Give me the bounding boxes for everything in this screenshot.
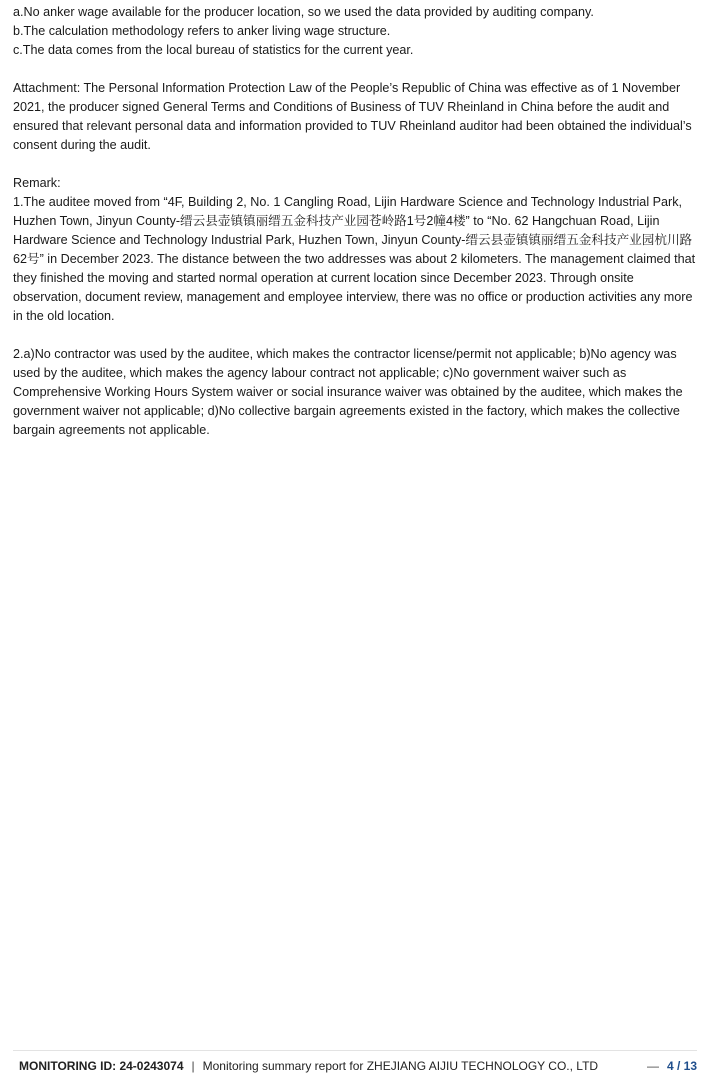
remark-item-2: 2.a)No contractor was used by the auditee, which makes the contractor license/permit not applicable; b)No agency was used by the auditee, which makes the agency labour contract not applicable; c)No government waiver such as Comprehensive Working Hours System waiver or social insurance waiver was obtained by the auditee, which makes the government waiver not applicable; d)No collective bargain agreements existed in the factory, which makes the collective bargain agreements not applicable. bbox=[13, 347, 683, 437]
report-description: Monitoring summary report for ZHEJIANG AIJIU TECHNOLOGY CO., LTD bbox=[202, 1059, 599, 1073]
spacer bbox=[13, 60, 697, 79]
attachment-paragraph: Attachment: The Personal Information Protection Law of the People’s Republic of China was effective as of 1 November 2021, the producer signed General Terms and Conditions of Business of TUV Rheinland in China before the audit and ensured that relevant personal data and information provided to TUV Rheinland auditor had been obtained the individual’s consent during the audit. bbox=[13, 81, 692, 152]
spacer bbox=[13, 155, 697, 174]
footer-left bbox=[13, 1051, 598, 1079]
report-body bbox=[13, 3, 697, 440]
footer-right bbox=[639, 1051, 697, 1079]
note-a: a.No anker wage available for the producer location, so we used the data provided by auditing company. bbox=[13, 5, 594, 19]
page-number: 4 / 13 bbox=[666, 1059, 697, 1073]
footer-dash: — bbox=[646, 1059, 659, 1073]
spacer bbox=[13, 326, 697, 345]
note-c: c.The data comes from the local bureau of statistics for the current year. bbox=[13, 43, 414, 57]
monitoring-id: MONITORING ID: 24-0243074 bbox=[19, 1059, 184, 1073]
remark-item-1: 1.The auditee moved from “4F, Building 2, No. 1 Cangling Road, Lijin Hardware Science and Technology Industrial Park, Huzhen Town, Jinyun County-缙云县壶镇镇丽缙五金科技产业园苍岭路1号2幢4楼” to “No. 62 Hangchuan Road, Lijin Hardware Science and Technology Industrial Park, Huzhen Town, Jinyun County-缙云县壶镇镇丽缙五金科技产业园杭川路62号” in December 2023. The distance between the two addresses was about 2 kilometers. The management claimed that they finished the moving and started normal operation at current location since December 2023. Through onsite observation, document review, management and employee interview, there was no office or production activities any more in the old location. bbox=[13, 195, 696, 323]
note-b: b.The calculation methodology refers to anker living wage structure. bbox=[13, 24, 391, 38]
footer-separator: | bbox=[191, 1059, 195, 1073]
page-footer bbox=[13, 1050, 697, 1079]
remark-heading: Remark: bbox=[13, 176, 61, 190]
